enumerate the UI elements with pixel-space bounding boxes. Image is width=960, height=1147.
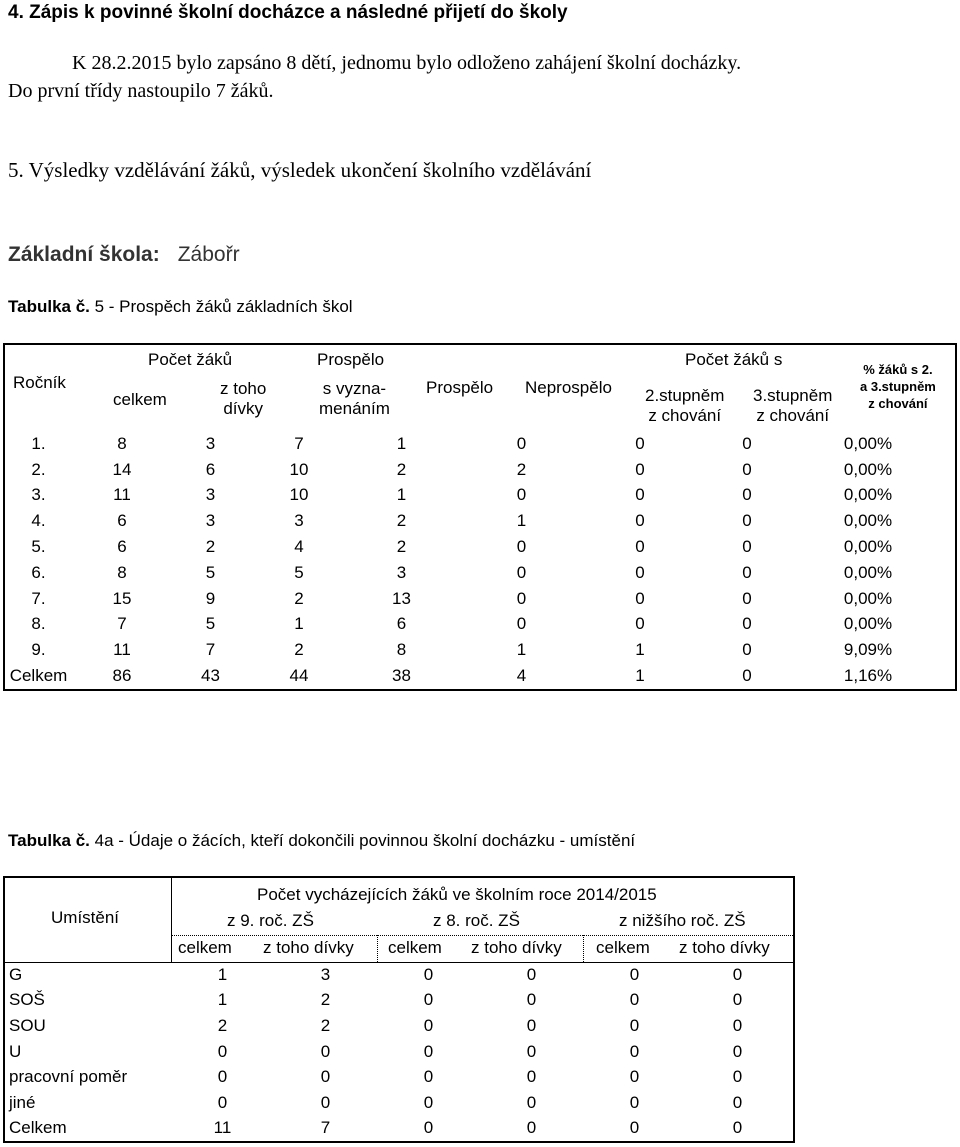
table-cell: 3 (205, 433, 216, 453)
table-cell: 0,00% (843, 459, 893, 479)
table-row (5, 1013, 793, 1039)
table-cell: 0 (629, 1015, 640, 1035)
header-z-toho-line-2: dívky (223, 399, 263, 418)
table-row (5, 534, 955, 560)
table-cell: 0 (635, 562, 645, 582)
table-cell: 0 (742, 537, 752, 557)
table-5-caption-text: 5 - Prospěch žáků základních škol (89, 297, 353, 316)
table-cell: 0 (516, 614, 527, 634)
header-percent-line-2: a 3.stupněm (860, 379, 936, 394)
table-row (5, 612, 955, 638)
table-cell: 0 (635, 588, 645, 608)
table-cell: 10 (289, 485, 309, 505)
table-cell: 6. (31, 562, 46, 582)
header-celkem-2: celkem (388, 938, 442, 957)
table-cell: 1 (635, 666, 645, 686)
table-cell: 5. (31, 537, 46, 557)
table-cell: 0 (742, 614, 752, 634)
table-cell: 1 (516, 511, 527, 531)
table-cell: 0 (516, 588, 527, 608)
table-cell: 0 (423, 990, 434, 1010)
table-cell: 0 (423, 1041, 434, 1061)
table-cell: 0 (423, 1118, 434, 1138)
table-cell: 0 (629, 1118, 640, 1138)
table-cell: 0 (516, 537, 527, 557)
table-cell: 7. (31, 588, 46, 608)
table-cell: 0 (516, 433, 527, 453)
table-cell: 0 (635, 433, 645, 453)
table-4a-caption-text: 4a - Údaje o žácích, kteří dokončili povinnou školní docházku - umístění (89, 831, 636, 850)
table-row (5, 560, 955, 586)
table-cell: 10 (289, 459, 309, 479)
table-row (5, 663, 955, 689)
table-cell: 0 (732, 964, 743, 984)
table-cell: 3 (320, 964, 331, 984)
header-pocet-zaku-s: Počet žáků s (685, 350, 783, 369)
section-4-heading: 4. Zápis k povinné školní docházce a následné přijetí do školy (8, 2, 568, 23)
header-prospelo: Prospělo (426, 378, 494, 397)
table-row (5, 586, 955, 612)
table-cell: 6 (117, 537, 127, 557)
results-table-header (5, 345, 955, 431)
table-cell: 5 (205, 614, 216, 634)
table-cell: 0,00% (843, 588, 893, 608)
table-row (5, 1064, 793, 1090)
table-cell: 0 (629, 1092, 640, 1112)
table-cell: 38 (392, 666, 411, 686)
table-cell: 6 (396, 614, 407, 634)
table-cell: 2 (516, 459, 527, 479)
row-label: Celkem (9, 1118, 67, 1138)
table-cell: 1 (396, 485, 407, 505)
school-label: Základní škola: (8, 243, 160, 266)
table-cell: 44 (289, 666, 309, 686)
table-cell: 2 (320, 1015, 331, 1035)
header-celkem-1: celkem (178, 938, 232, 957)
header-divky-3: z toho dívky (679, 938, 770, 957)
table-cell: 4 (294, 537, 304, 557)
table-cell: 43 (201, 666, 220, 686)
table-cell: 0 (635, 537, 645, 557)
table-row (5, 508, 955, 534)
header-divky-1: z toho dívky (263, 938, 354, 957)
table-cell: 0 (635, 459, 645, 479)
header-pocet-vychazejicich: Počet vycházejících žáků ve školním roce 2014/2015 (257, 885, 657, 904)
table-cell: 4 (516, 666, 527, 686)
table-row (5, 988, 793, 1014)
header-2-stupen-line-1: 2.stupněm (645, 386, 725, 405)
table-cell: 0 (742, 511, 752, 531)
table-cell: 0 (526, 1092, 537, 1112)
table-cell: 8 (117, 562, 127, 582)
header-divider (171, 878, 172, 962)
table-cell: 3. (31, 485, 46, 505)
results-table (3, 343, 957, 691)
section-5-heading: 5. Výsledky vzdělávání žáků, výsledek ukončení školního vzdělávání (8, 158, 592, 182)
table-cell: 8. (31, 614, 46, 634)
table-cell: 0 (742, 666, 752, 686)
table-cell: 11 (113, 640, 131, 660)
header-celkem-3: celkem (596, 938, 650, 957)
table-cell: 0 (732, 1041, 743, 1061)
header-s-vyzna-line-1: s vyzna- (322, 379, 387, 398)
table-5-caption (8, 297, 353, 317)
table-cell: 2 (294, 640, 304, 660)
school-line (8, 243, 240, 267)
table-cell: 1 (516, 640, 527, 660)
table-cell: 4. (31, 511, 46, 531)
header-znizsi: z nižšího roč. ZŠ (619, 911, 746, 930)
header-neprospelo: Neprospělo (525, 378, 612, 397)
table-cell: 6 (117, 511, 127, 531)
table-cell: 1. (31, 433, 46, 453)
header-3-stupen-line-2: z chování (756, 406, 830, 425)
table-row (5, 1090, 793, 1116)
table-cell: 7 (294, 433, 304, 453)
table-cell: 0 (217, 1067, 228, 1087)
table-cell: 0 (629, 1041, 640, 1061)
table-cell: 11 (113, 485, 131, 505)
school-name: Zábořr (177, 243, 240, 266)
table-cell: 2 (320, 990, 331, 1010)
table-cell: 1 (217, 990, 228, 1010)
table-cell: 0 (742, 459, 752, 479)
table-cell: 0,00% (843, 511, 893, 531)
table-cell: 0 (635, 485, 645, 505)
table-cell: 0 (516, 562, 527, 582)
table-cell: 0 (526, 990, 537, 1010)
table-cell: 1 (396, 433, 407, 453)
table-cell: 2 (396, 511, 407, 531)
table-cell: 0 (742, 562, 752, 582)
table-cell: 0 (732, 1015, 743, 1035)
table-cell: 7 (117, 614, 127, 634)
table-cell: 0 (732, 1118, 743, 1138)
table-cell: Celkem (9, 666, 68, 686)
table-cell: 0,00% (843, 537, 893, 557)
header-3-stupen (753, 386, 832, 426)
table-cell: 0 (635, 614, 645, 634)
table-cell: 0 (732, 990, 743, 1010)
row-label: G (9, 964, 23, 984)
table-row (5, 1116, 793, 1142)
table-cell: 0 (423, 964, 434, 984)
table-row (5, 483, 955, 509)
header-s-vyznamenanim (319, 379, 390, 419)
table-4a-caption-bold: Tabulka č. (8, 831, 90, 850)
header-divider (377, 935, 378, 962)
header-z8: z 8. roč. ZŠ (433, 911, 520, 930)
table-4a-caption (8, 831, 635, 851)
table-cell: 0 (742, 433, 752, 453)
placement-table-body (5, 962, 793, 1141)
table-cell: 14 (112, 459, 132, 479)
table-cell: 8 (396, 640, 407, 660)
table-cell: 0 (635, 511, 645, 531)
table-cell: 0 (526, 964, 537, 984)
header-percent-line-3: z chování (868, 396, 928, 411)
header-rocnik: Ročník (13, 373, 66, 392)
table-row (5, 1039, 793, 1065)
table-cell: 0 (320, 1092, 331, 1112)
table-cell: 11 (213, 1118, 232, 1138)
table-cell: 7 (320, 1118, 331, 1138)
table-cell: 1 (217, 964, 228, 984)
table-cell: 0 (526, 1118, 537, 1138)
header-umisteni: Umístění (51, 908, 120, 927)
row-label: U (9, 1041, 22, 1061)
placement-table (3, 876, 795, 1143)
table-cell: 1,16% (843, 666, 893, 686)
table-cell: 9,09% (843, 640, 893, 660)
table-cell: 0 (732, 1092, 743, 1112)
table-cell: 0,00% (843, 562, 893, 582)
table-cell: 1 (294, 614, 304, 634)
table-cell: 0,00% (843, 433, 893, 453)
table-cell: 0 (526, 1041, 537, 1061)
table-row (5, 431, 955, 457)
table-cell: 9. (31, 640, 46, 660)
enrollment-text-line-1: K 28.2.2015 bylo zapsáno 8 dětí, jednomu bylo odloženo zahájení školní docházky. (72, 52, 742, 74)
table-cell: 0 (217, 1041, 228, 1061)
placement-table-header (5, 878, 793, 962)
table-cell: 2 (217, 1015, 228, 1035)
table-cell: 2 (205, 537, 216, 557)
table-5-caption-bold: Tabulka č. (8, 297, 90, 316)
row-label: SOU (9, 1015, 46, 1035)
table-cell: 3 (205, 485, 216, 505)
header-z-toho-line-1: z toho (220, 379, 267, 398)
table-cell: 0 (526, 1015, 537, 1035)
table-cell: 2 (294, 588, 304, 608)
header-2-stupen-line-2: z chování (648, 406, 722, 425)
table-cell: 6 (205, 459, 216, 479)
header-divider (583, 935, 584, 962)
header-divky-2: z toho dívky (471, 938, 562, 957)
table-cell: 0,00% (843, 614, 893, 634)
table-cell: 0 (423, 1067, 434, 1087)
table-cell: 0 (320, 1041, 331, 1061)
table-cell: 0 (423, 1015, 434, 1035)
header-pocet-zaku: Počet žáků (148, 350, 233, 369)
table-cell: 0,00% (843, 485, 893, 505)
row-label: jiné (9, 1092, 36, 1112)
table-cell: 0 (742, 640, 752, 660)
table-cell: 0 (526, 1067, 537, 1087)
table-cell: 3 (294, 511, 304, 531)
header-prospelo-top: Prospělo (317, 350, 385, 369)
table-cell: 0 (629, 964, 640, 984)
row-label: pracovní poměr (9, 1067, 128, 1087)
header-divider (171, 935, 793, 936)
table-row (5, 637, 955, 663)
header-s-vyzna-line-2: menáním (319, 399, 390, 418)
table-cell: 0 (742, 485, 752, 505)
table-cell: 3 (396, 562, 407, 582)
table-cell: 8 (117, 433, 127, 453)
table-cell: 3 (205, 511, 216, 531)
header-2-stupen (645, 386, 724, 426)
table-cell: 0 (423, 1092, 434, 1112)
table-cell: 0 (516, 485, 527, 505)
table-cell: 2 (396, 537, 407, 557)
table-cell: 0 (629, 990, 640, 1010)
header-celkem: celkem (113, 390, 167, 409)
table-cell: 9 (205, 588, 216, 608)
row-label: SOŠ (9, 990, 45, 1010)
table-cell: 86 (112, 666, 132, 686)
enrollment-text-line-2: Do první třídy nastoupilo 7 žáků. (8, 80, 274, 102)
table-cell: 7 (205, 640, 216, 660)
table-cell: 0 (742, 588, 752, 608)
table-cell: 15 (112, 588, 132, 608)
table-cell: 1 (635, 640, 645, 660)
table-cell: 0 (732, 1067, 743, 1087)
table-row (5, 457, 955, 483)
header-z-toho (220, 379, 266, 419)
header-percent-line-1: % žáků s 2. (863, 362, 933, 377)
table-cell: 5 (294, 562, 304, 582)
table-cell: 2. (31, 459, 46, 479)
table-cell: 13 (392, 588, 411, 608)
table-row (5, 962, 793, 988)
header-percent-behaviour (860, 361, 936, 412)
table-cell: 0 (629, 1067, 640, 1087)
table-cell: 5 (205, 562, 216, 582)
header-z9: z 9. roč. ZŠ (227, 911, 314, 930)
header-3-stupen-line-1: 3.stupněm (753, 386, 833, 405)
table-cell: 0 (320, 1067, 331, 1087)
table-cell: 2 (396, 459, 407, 479)
table-cell: 0 (217, 1092, 228, 1112)
results-table-body (5, 431, 955, 689)
